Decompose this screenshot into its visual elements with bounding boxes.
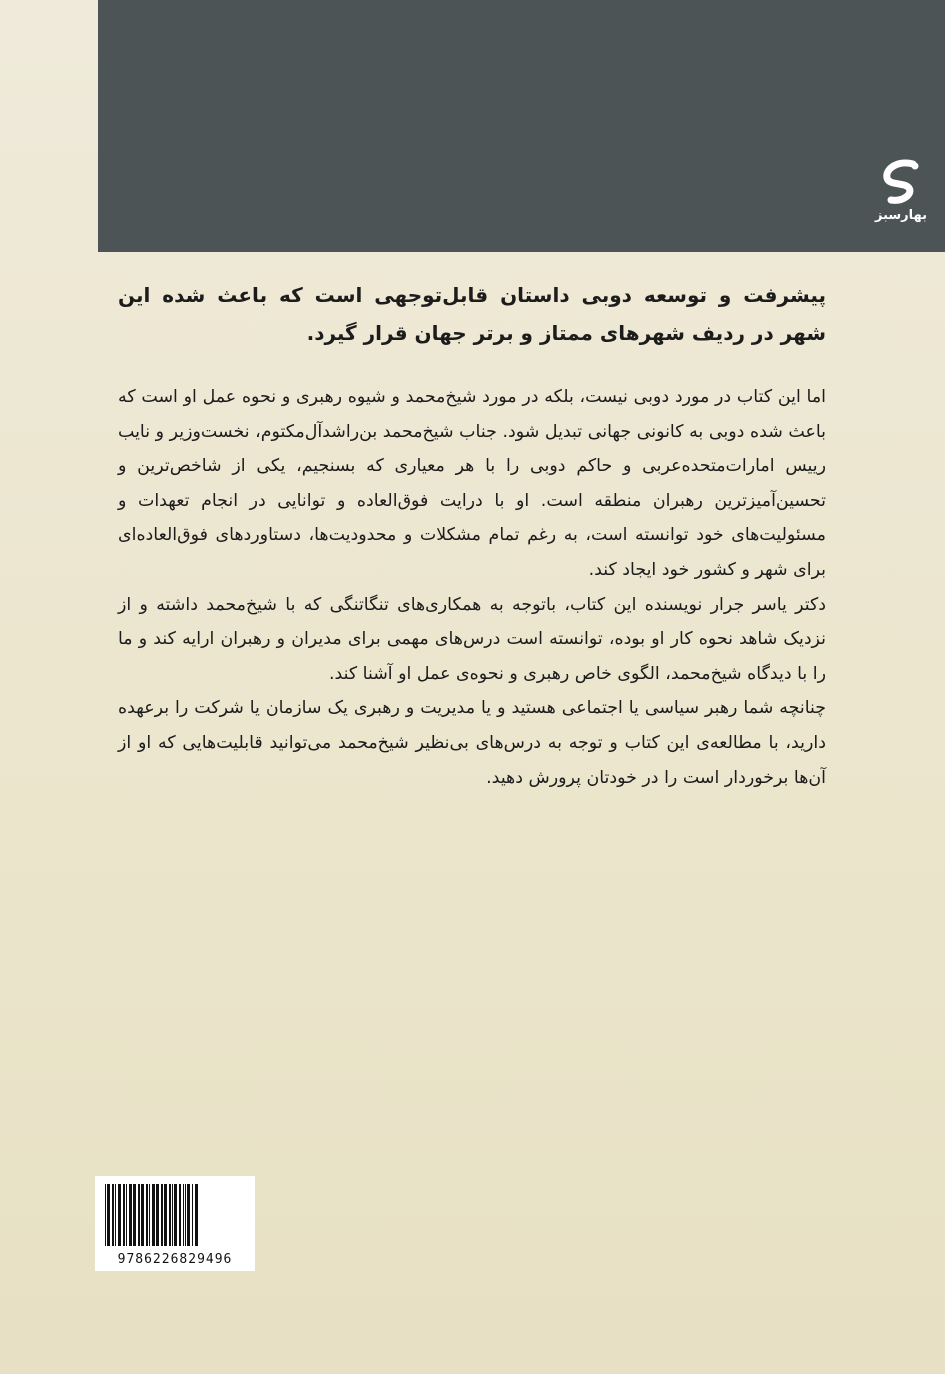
barcode-bar bbox=[118, 1184, 121, 1246]
barcode-bar bbox=[126, 1184, 127, 1246]
barcode-bar bbox=[138, 1184, 140, 1246]
barcode-bar bbox=[172, 1184, 173, 1246]
barcode-bar bbox=[129, 1184, 132, 1246]
barcode-bar bbox=[141, 1184, 144, 1246]
barcode-bar bbox=[105, 1184, 106, 1246]
barcode-bar bbox=[115, 1184, 116, 1246]
intro-text: پیشرفت و توسعه دوبی داستان قابل‌توجهی است که باعث شده این شهر در ردیف شهرهای ممتاز و برتر جهان قرار گیرد. bbox=[118, 283, 826, 345]
barcode-bar bbox=[107, 1184, 110, 1246]
paragraph-2: دکتر یاسر جرار نویسنده این کتاب، باتوجه به همکاری‌های تنگاتنگی که با شیخ‌محمد داشته و از نزدیک شاهد نحوه کار او بوده، توانسته است درس‌های مهمی برای مدیران و رهبران ارایه کند و ما را با دیدگاه شیخ‌محمد، الگوی خاص رهبری و نحوه‌ی عمل او آشنا کند. bbox=[118, 594, 826, 684]
barcode-bar bbox=[169, 1184, 171, 1246]
barcode-bar bbox=[112, 1184, 114, 1246]
barcode-bar bbox=[185, 1184, 186, 1246]
barcode-bar bbox=[156, 1184, 159, 1246]
barcode-bar bbox=[161, 1184, 163, 1246]
barcode-bar bbox=[133, 1184, 136, 1246]
publisher-name: بهارسبز bbox=[874, 208, 927, 223]
barcode-bar bbox=[123, 1184, 125, 1246]
barcode-bar bbox=[152, 1184, 155, 1246]
isbn-barcode bbox=[95, 1176, 255, 1271]
barcode-bar bbox=[187, 1184, 190, 1246]
publisher-logo-icon bbox=[879, 158, 923, 206]
barcode-bar bbox=[183, 1184, 184, 1246]
barcode-bar bbox=[174, 1184, 177, 1246]
barcode-icon bbox=[103, 1184, 247, 1246]
barcode-bar bbox=[164, 1184, 167, 1246]
paragraph-3: چنانچه شما رهبر سیاسی یا اجتماعی هستید و یا مدیریت و رهبری یک سازمان یا شرکت را برعهده دارید، با مطالعه‌ی این کتاب و توجه به درس‌های بی‌نظیر شیخ‌محمد می‌توانید قابلیت‌هایی که او از آن‌ها برخوردار است را در خودتان پرورش دهید. bbox=[118, 698, 826, 788]
intro-paragraph bbox=[118, 276, 826, 352]
paragraph-1: اما این کتاب در مورد دوبی نیست، بلکه در مورد شیخ‌محمد و شیوه رهبری و نحوه عمل او است که باعث شده دوبی به کانونی جهانی تبدیل شود. جناب شیخ‌محمد بن‌راشدآل‌مکتوم، نخست‌وزیر و نایب رییس امارات‌متحده‌عربی و حاکم دوبی را با هر معیاری که بسنجیم، یکی از شاخص‌ترین و تحسین‌آمیزترین رهبران منطقه است. او با درایت فوق‌العاده و توانایی در انجام تعهدات و مسئولیت‌های خود توانسته است، به رغم تمام مشکلات و محدودیت‌ها، دستاوردهای فوق‌العاده‌ای برای شهر و کشور خود ایجاد کند. bbox=[118, 387, 826, 580]
barcode-bar bbox=[195, 1184, 198, 1246]
barcode-bar bbox=[179, 1184, 181, 1246]
barcode-bar bbox=[149, 1184, 150, 1246]
publisher-logo bbox=[875, 158, 927, 238]
header-band bbox=[98, 0, 945, 252]
barcode-bar bbox=[146, 1184, 148, 1246]
barcode-digits: 9786226829496 bbox=[117, 1252, 233, 1267]
barcode-bar bbox=[192, 1184, 193, 1246]
description-body bbox=[118, 380, 826, 795]
